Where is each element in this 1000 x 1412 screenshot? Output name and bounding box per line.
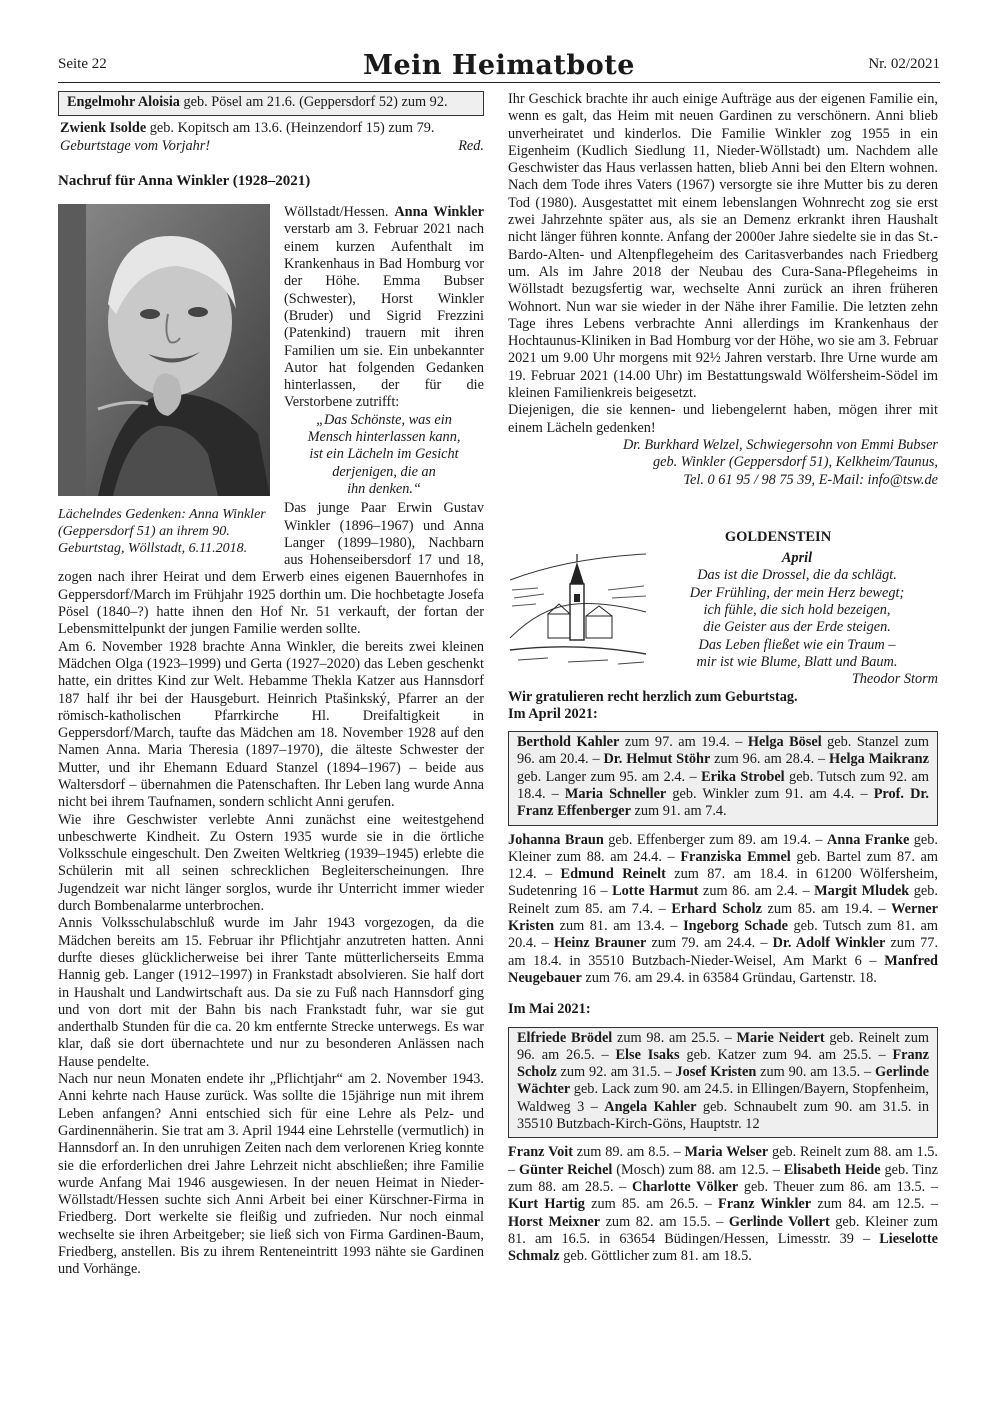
congrats-heading: Wir gratulieren recht herzlich zum Geburtstag. <box>508 688 798 705</box>
birthday-box-may: Elfriede Brödel zum 98. am 25.5. – Marie Neidert geb. Reinelt zum 96. am 26.5. – Else Isaks geb. Katzer zum 94. am 25.5. – Franz Scholz zum 92. am 31.5. – Josef Kristen zum 90. am 13.5. – Gerlinde Wächter geb. Lack zum 90. am 24.5. in Ellingen/Bayern, Stopfenheim, Waldweg 3 – Angela Kahler geb. Schnaubelt zum 90. am 31.5. in 35510 Butzbach-Kirch-Göns, Hauptstr. 12 <box>508 1027 938 1139</box>
prev-year-text: Geburtstage vom Vorjahr! <box>60 137 211 154</box>
may-heading: Im Mai 2021: <box>508 1001 591 1018</box>
masthead-logo: Mein Heimatbote <box>363 50 635 81</box>
goldenstein-sketch-illustration <box>508 550 648 668</box>
paragraph-volksschule: Annis Volksschulabschluß wurde im Jahr 1943 vorgezogen, da die Mädchen bereits am 15. Februar ihr Pflichtjahr anzutreten hatten. Anni durfte dieses glücklicherweise bei ihrer Tante mütterlicherseits Emma Hannig geb. Langer (1912–1997) in Frankstadt absolvieren. Sie half dort in Haushalt und Landwirtschaft aus. Da sie zu Fuß nach Hannsdorf ging und von dort mit der Bahn bis nach Frankstadt fuhr, war sie gut anderthalb Stunden für die ca. 20 km entfernte Strecke unterwegs. Es war klar, daß sie dort übernachtete und nur zu besonderen Anlässen nach Hause pendelte. <box>58 915 484 1070</box>
birthday-list-april: Johanna Braun geb. Effenberger zum 89. am 19.4. – Anna Franke geb. Kleiner zum 88. am 24.4. – Franziska Emmel geb. Bartel zum 87. am 12.4. – Edmund Reinelt zum 87. am 18.4. in 61200 Wölfersheim, Sudetenring 16 – Lotte Harmut zum 86. am 2.4. – Margit Mludek geb. Reinelt zum 85. am 7.4. – Erhard Scholz zum 85. am 19.4. – Werner Kristen zum 81. am 13.4. – Ingeborg Schade geb. Tutsch zum 81. am 20.4. – Heinz Brauner zum 79. am 24.4. – Dr. Adolf Winkler zum 77. am 18.4. in 35510 Butzbach-Nieder-Weisel, Am Markt 6 – Manfred Neugebauer zum 76. am 29.4. in 63584 Gründau, Gartenstr. 18. <box>508 831 939 986</box>
portrait-photo <box>58 204 270 496</box>
deceased-name: Anna Winkler <box>394 204 484 221</box>
paragraph-birth: Am 6. November 1928 brachte Anna Winkler, die bereits zwei kleinen Mädchen Olga (1923–1999) und Gerta (1927–2020) das Leben geschenkt hatte, ein drittes Kind zur Welt. Hebamme Thekla Katzer aus Hannsdorf 187 half ihr bei der Hausgeburt. Heinrich Ptašinkský, Pfarrer an der römisch-katholischen Pfarrkirche Hl. Dreifaltigkeit in Geppersdorf/March, taufte das Mädchen am 18. November 1928 auf den Namen Anna. Maria Theresia (1897–1970), die älteste Schwester der Mutter, und ihr Ehemann Eduard Stanzel (1894–1967) – beide aus Waltersdorf – übernahmen die Patenschaften. Ihr Leben lang wurde Anna nicht bei ihrem Taufnamen, sondern schlicht Anni gerufen. <box>58 638 484 811</box>
poem-month: April <box>781 550 813 567</box>
paragraph-couple: Das junge Paar Erwin Gustav Winkler (1896–1967) und Anna Langer (1899–1980), Nachbarn aus Hohenseibersdorf 17 und 18, zogen nach ihrer Heirat und dem Erwerb eines eigenen Bauernhofes in Geppersdorf/March im Frühjahr 1925 dorthin um. Die hochbetagte Josefa Pösel (1840–?) hatte ihnen den Hof Nr. 51 verkauft, der fortan der Lebensmittelpunkt der jungen Familie werden sollte. <box>58 500 484 638</box>
obituary-intro: Wöllstadt/Hessen. Anna Winkler verstarb am 3. Februar 2021 nach einem kurzen Aufenthalt im Krankenhaus in Bad Homburg vor der Höhe. Emma Bubser (Schwester), Horst Winkler (Bruder) und Sigrid Frezzini (Patenkind) trauern mit ihren Familien um sie. Ein unbekannter Autor hat folgenden Gedanken hinterlassen, der für die Verstorbene zutrifft: <box>284 204 484 411</box>
poem-author: Theodor Storm <box>851 671 938 688</box>
birthday-list-may: Franz Voit zum 89. am 8.5. – Maria Welser geb. Reinelt zum 88. am 1.5. – Günter Reichel (Mosch) zum 88. am 12.5. – Elisabeth Heide geb. Tinz zum 88. am 28.5. – Charlotte Völker geb. Theuer zum 86. am 13.5. – Kurt Hartig zum 85. am 26.5. – Franz Winkler zum 84. am 12.5. – Horst Meixner zum 82. am 15.5. – Gerlinde Vollert geb. Kleiner zum 81. am 16.5. in 63654 Büdingen/Hessen, Limesstr. 39 – Lieselotte Schmalz geb. Göttlicher zum 81. am 18.5. <box>508 1144 939 1265</box>
birthday-entry: Zwienk Isolde geb. Kopitsch am 13.6. (Heinzendorf 15) zum 79. <box>60 120 435 137</box>
obituary-title: Nachruf für Anna Winkler (1928–2021) <box>58 172 311 189</box>
birthday-box-top <box>58 91 484 116</box>
paragraph-school: Wie ihre Geschwister verlebte Anni zunächst eine weitestgehend unbeschwerte Kindheit. Zu Ostern 1935 wurde sie in die örtliche Volksschule eingeschult. Den Zweiten Weltkrieg (1939–1945) erlebte die Schülerin mit all seinen schrecklichen Begleiterscheinungen. Ihre Jugendzeit war nicht länger sorglos, wurde ihr Unterricht immer wieder durch Bombenalarme unterbrochen. <box>58 811 484 915</box>
issue-number: Nr. 02/2021 <box>868 56 940 72</box>
author-signature: Dr. Burkhard Welzel, Schwiegersohn von Emmi Bubser geb. Winkler (Geppersdorf 51), Kelkheim/Taunus, Tel. 0 61 95 / 98 75 39, E-Mail: info@tsw.de <box>622 436 938 488</box>
photo-block <box>58 204 276 557</box>
photo-caption: Lächelndes Gedenken: Anna Winkler (Geppersdorf 51) an ihrem 90. Geburtstag, Wöllstadt, 6.11.2018. <box>58 507 266 557</box>
editor-mark: Red. <box>458 137 484 154</box>
left-column <box>58 91 484 1279</box>
birthday-box-april: Berthold Kahler zum 97. am 19.4. – Helga Bösel geb. Stanzel zum 96. am 20.4. – Dr. Helmut Stöhr zum 96. am 28.4. – Helga Maikranz geb. Langer zum 95. am 2.4. – Erika Strobel geb. Tutsch zum 92. am 18.4. – Maria Schneller geb. Winkler zum 91. am 4.4. – Prof. Dr. Franz Effenberger zum 91. am 7.4. <box>508 731 938 825</box>
page-header <box>58 50 940 84</box>
birthday-name: Engelmohr Aloisia <box>67 94 180 110</box>
paragraph-lehre: Nach nur neun Monaten endete ihr „Pflichtjahr“ am 2. November 1943. Anni kehrte nach Hause zurück. Was sollte die 15jährige nun mit ihrem Leben anfangen? Anni entschied sich für eine Lehre als Pelz- und Gardinennäherin. Sie trat am 3. April 1944 eine Lehrstelle (vermutlich) in Hannsdorf an. In den unruhigen Zeiten nach dem verlorenen Krieg konnte sie die erforderlichen drei Jahre Lehrzeit nicht abschließen; ihre Familie wurde Anfang Mai 1946 ausgewiesen. In der neuen Heimat in Nieder-Wöllstadt/Hessen suchte sich Anni Arbeit bei einer Kürschner-Firma in Friedberg. Dort werkelte sie fleißig und zufrieden. Nur noch einmal wechselte sie ihren Arbeitgeber; sie ließ sich von Firma Gardinen-Baum, Friedberg, anstellen. Bis zu ihrem Renteneintritt 1993 nähte sie Gardinen und Vorhänge. <box>58 1071 484 1278</box>
birthday-name: Zwienk Isolde <box>60 120 147 137</box>
right-column <box>508 91 938 1265</box>
poem-block <box>508 546 938 688</box>
section-title-goldenstein: GOLDENSTEIN <box>724 528 832 545</box>
header-divider <box>58 82 940 83</box>
birthday-text: geb. Pösel am 21.6. (Geppersdorf 52) zum 92. <box>179 94 448 110</box>
page-number: Seite 22 <box>58 56 107 72</box>
paragraph-geschick: Ihr Geschick brachte ihr auch einige Aufträge aus der eigenen Familie ein, wenn es galt, das Heim mit neuen Gardinen zu verschönern. Anni blieb unverheiratet und kinderlos. Die Familie Winkler zog 1955 in ein Eigenheim (Kudlich Siedlung 11, Nieder-Wöllstadt) um. Nachdem alle Geschwister das Haus verlassen hatten, blieb Anni bei den Eltern wohnen. Nach dem Tode ihres Vaters (1967) versorgte sie ihre Mutter bis zu deren Tod (1980). Ausgestattet mit einem lebenslangen Wohnrecht zog sie erst zwei Jahrzehnte später aus, als sie an Demenz erkrankt ihren Haushalt nicht länger führen konnte. Anfang der 2000er Jahre siedelte sie in das St.-Bardo-Alten- und Altenpflegeheim des Caritasverbandes nach Friedberg um. Als im Jahre 2018 der Neubau des Cura-Sana-Pflegeheims in Wöllstadt bezugsfertig war, wechselte Anni zurück an ihren früheren Wohnort. Nun war sie wieder in der Nähe ihrer Familie. Die letzten zehn Tage ihres Lebens verbrachte Anni allerdings im Krankenhaus der Hochtaunus-Kliniken in Bad Homburg vor der Höhe, wo sie am 3. Februar 2021 um 9.00 Uhr morgens mit 92½ Jahren verstarb. Ihre Urne wurde am 19. Februar 2021 (14.00 Uhr) im Bestattungswald Wölfersheim-Södel im kleinen Familienkreis beigesetzt. <box>508 91 938 402</box>
poem: April Das ist die Drossel, die da schlägt. Der Frühling, der mein Herz bewegt; ich fühle, die sich hold bezeigen, die Geister aus der Erde steigen. Das Leben fließet wie ein Traum – mir ist wie Blume, Blatt und Baum. Theodor Storm <box>508 550 938 688</box>
paragraph-laecheln: Diejenigen, die sie kennen- und liebengelernt haben, mögen ihrer mit einem Lächeln gedenken! <box>508 402 938 436</box>
april-heading: Im April 2021: <box>508 705 598 722</box>
prev-year-note <box>58 138 484 155</box>
memorial-quote: „Das Schönste, was ein Mensch hinterlassen kann, ist ein Lächeln im Gesicht derjenigen, die an ihn denken.“ <box>307 411 461 497</box>
